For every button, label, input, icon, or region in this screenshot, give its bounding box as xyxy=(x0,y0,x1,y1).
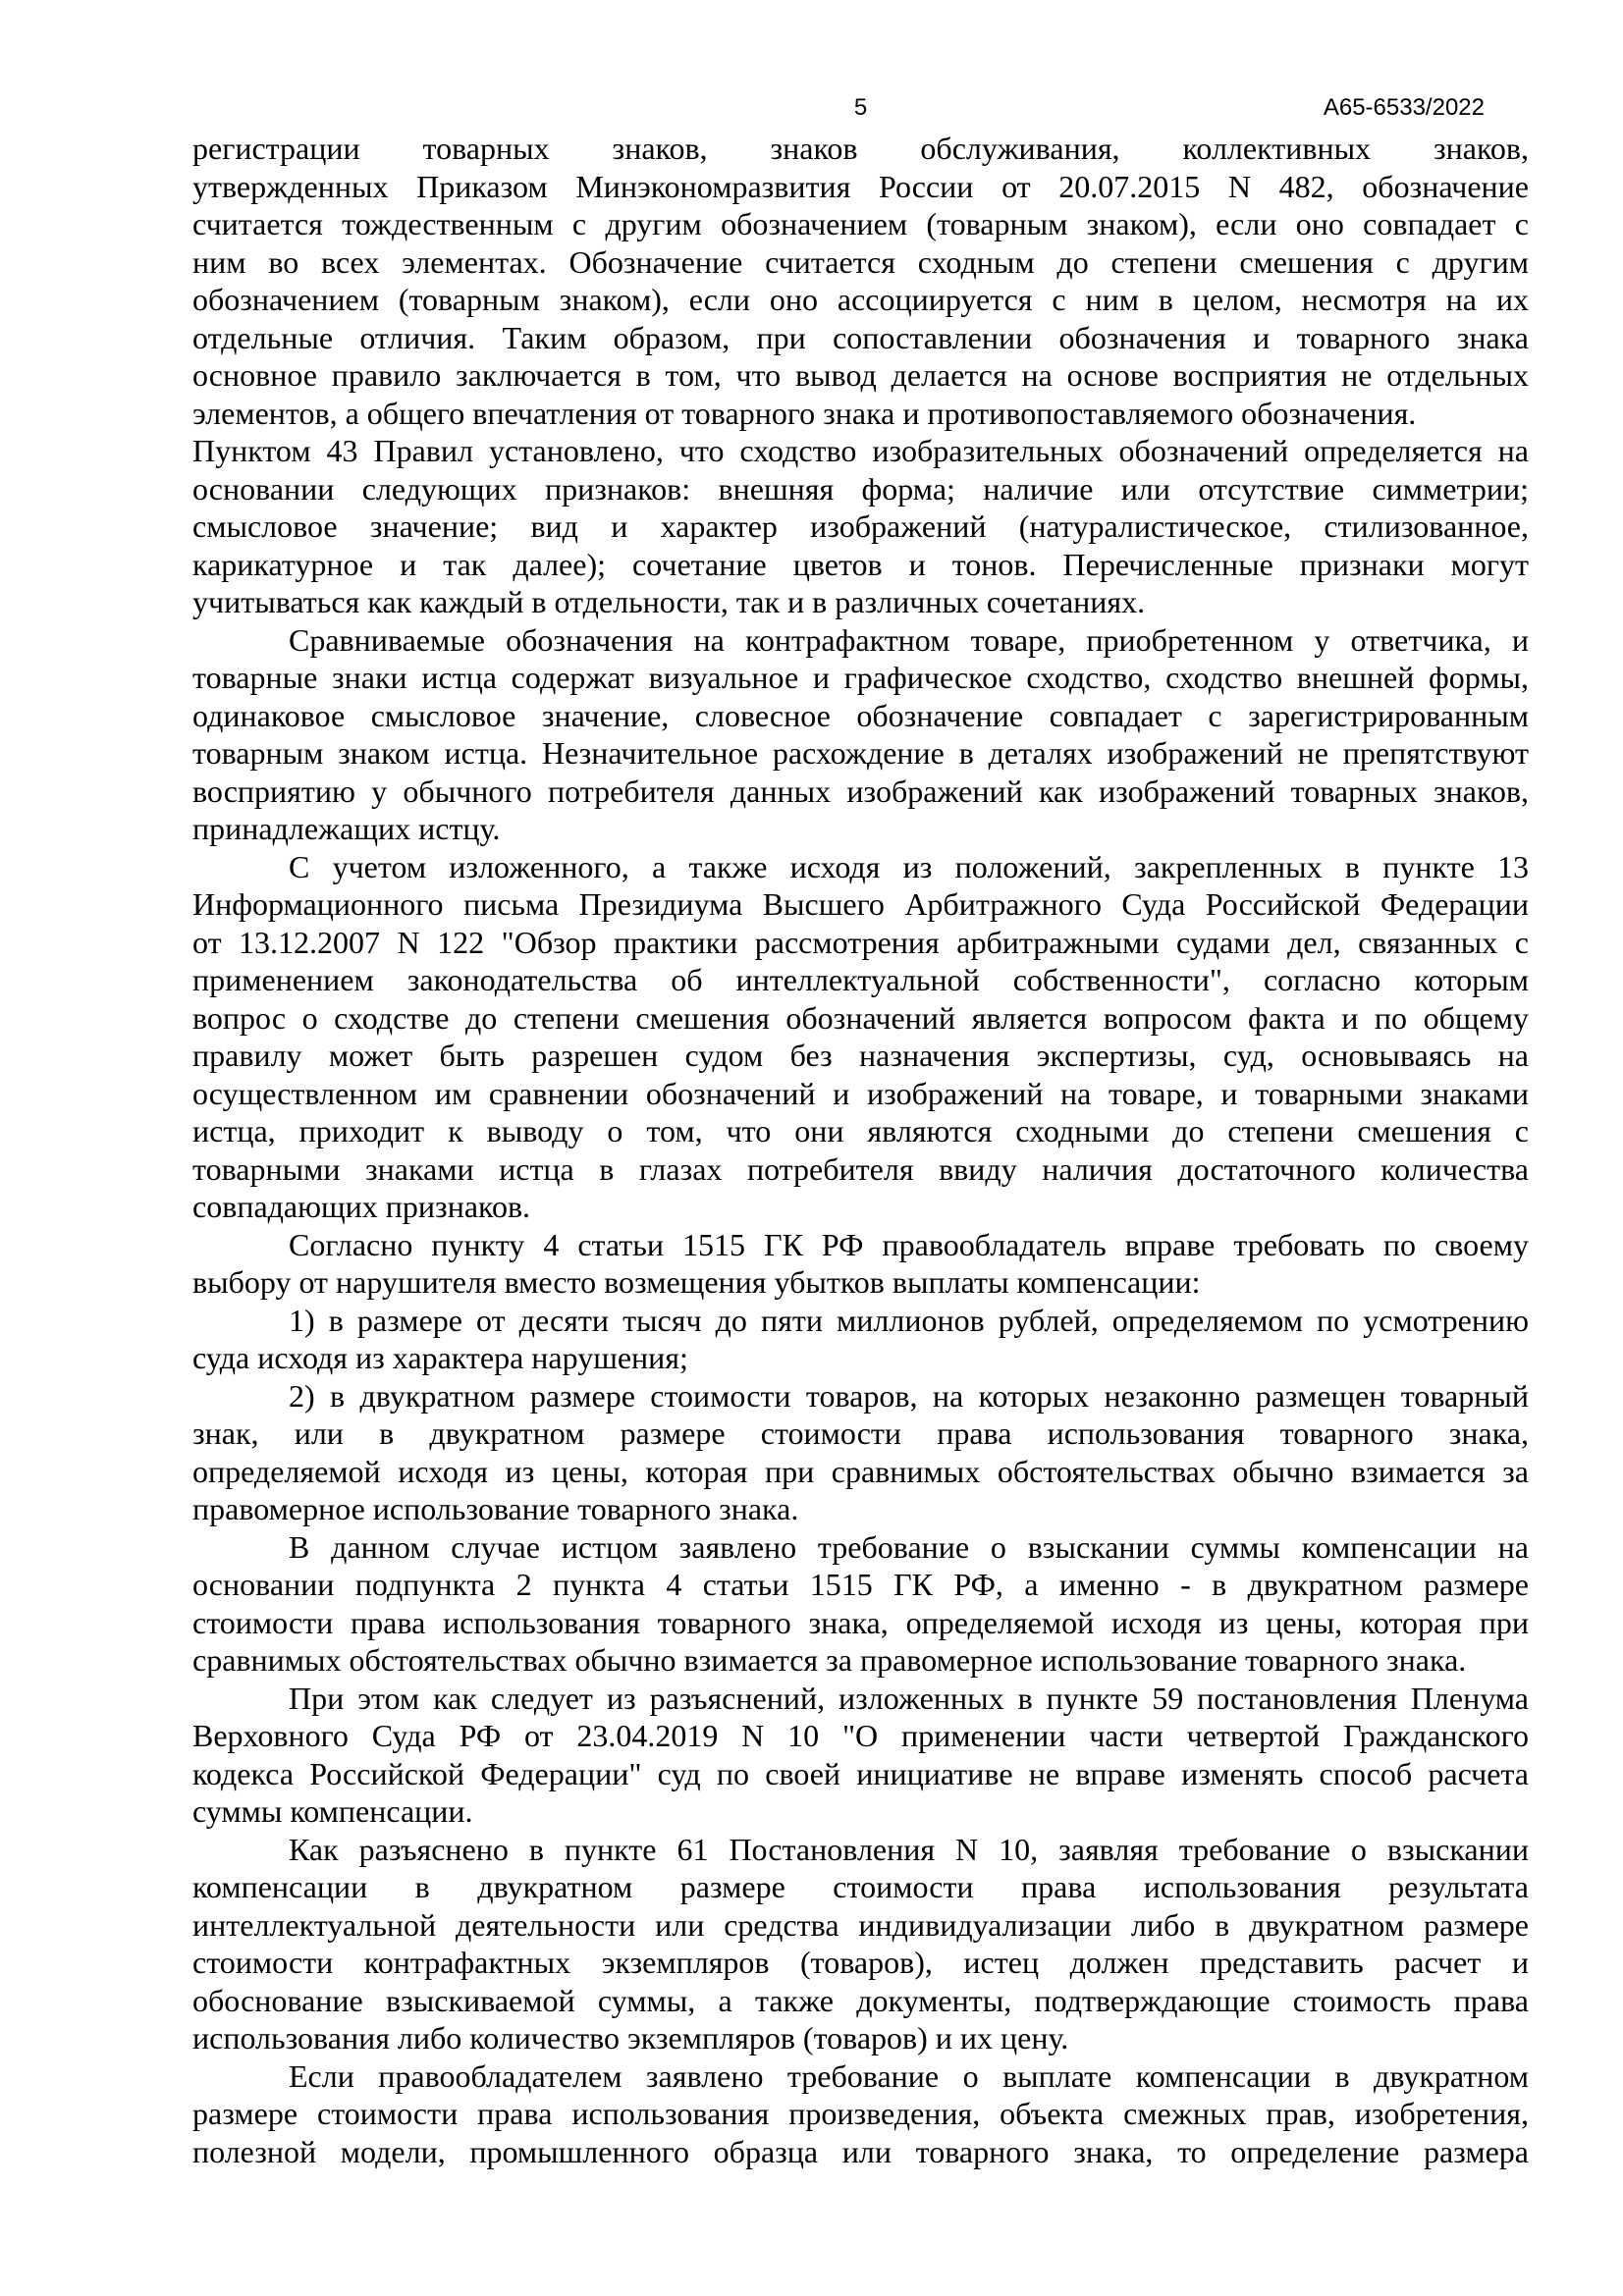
text-line: принадлежащих истцу. xyxy=(192,811,501,846)
text-line: стоимости контрафактных экземпляров (товаров), истец должен представить расчет и xyxy=(192,1945,1529,1980)
text-line: С учетом изложенного, а также исходя из положений, закрепленных в пункте 13 xyxy=(289,848,1529,884)
paragraph xyxy=(192,432,1529,621)
text-line: восприятию у обычного потребителя данных изображений как изображений товарных знаков, xyxy=(192,773,1529,809)
paragraph xyxy=(192,621,1529,848)
text-line: В данном случае истцом заявлено требование о взыскании суммы компенсации на xyxy=(289,1528,1529,1565)
text-line: совпадающих признаков. xyxy=(192,1189,531,1224)
paragraph xyxy=(192,1226,1529,1302)
case-number: А65-6533/2022 xyxy=(1323,94,1485,121)
text-line: утвержденных Приказом Минэкономразвития России от 20.07.2015 N 482, обозначение xyxy=(192,168,1529,204)
paragraph xyxy=(192,130,1529,432)
text-line: основании следующих признаков: внешняя форма; наличие или отсутствие симметрии; xyxy=(192,470,1529,507)
paragraph xyxy=(192,1377,1529,1528)
text-line: выбору от нарушителя вместо возмещения убытков выплаты компенсации: xyxy=(192,1264,1201,1300)
text-line: правилу может быть разрешен судом без назначения экспертизы, суд, основываясь на xyxy=(192,1038,1529,1073)
text-line: товарным знаком истца. Незначительное расхождение в деталях изображений не препятствуют xyxy=(192,735,1529,771)
text-line: карикатурное и так далее); сочетание цветов и тонов. Перечисленные признаки могут xyxy=(192,546,1529,582)
paragraph xyxy=(192,1831,1529,2057)
text-line: товарные знаки истца содержат визуальное и графическое сходство, сходство внешней формы, xyxy=(192,660,1529,695)
text-line: основании подпункта 2 пункта 4 статьи 1515 ГК РФ, а именно - в двукратном размере xyxy=(192,1567,1529,1602)
text-line: ним во всех элементах. Обозначение считается сходным до степени смешения с другим xyxy=(192,243,1529,280)
text-line: Если правообладателем заявлено требование о выплате компенсации в двукратном xyxy=(289,2057,1529,2094)
text-line: одинаковое смысловое значение, словесное обозначение совпадает с зарегистрированным xyxy=(192,697,1529,733)
text-line: основное правило заключается в том, что вывод делается на основе восприятия не отдельных xyxy=(192,357,1529,393)
paragraph xyxy=(192,1528,1529,1680)
paragraph xyxy=(192,1680,1529,1831)
text-line: Пунктом 43 Правил установлено, что сходство изобразительных обозначений определяется на xyxy=(192,433,1529,468)
text-line: знак, или в двукратном размере стоимости права использования товарного знака, xyxy=(192,1415,1529,1451)
paragraph xyxy=(192,1302,1529,1377)
text-line: истца, приходит к выводу о том, что они являются сходными до степени смешения с xyxy=(192,1113,1529,1148)
text-line: Сравниваемые обозначения на контрафактном товаре, приобретенном у ответчика, и xyxy=(289,621,1529,658)
paragraph xyxy=(192,848,1529,1226)
text-line: правомерное использование товарного знака. xyxy=(192,1491,799,1526)
text-line: регистрации товарных знаков, знаков обслуживания, коллективных знаков, xyxy=(192,131,1529,166)
text-line: от 13.12.2007 N 122 "Обзор практики рассмотрения арбитражными судами дел, связанных с xyxy=(192,924,1529,960)
text-line: сравнимых обстоятельствах обычно взимается за правомерное использование товарного знака. xyxy=(192,1642,1467,1678)
text-line: определяемой исходя из цены, которая при сравнимых обстоятельствах обычно взимается за xyxy=(192,1453,1529,1489)
text-line: Информационного письма Президиума Высшего Арбитражного Суда Российской Федерации xyxy=(192,886,1529,922)
text-line: суда исходя из характера нарушения; xyxy=(192,1340,688,1375)
text-line: считается тождественным с другим обозначением (товарным знаком), если оно совпадает с xyxy=(192,206,1529,241)
text-line: Как разъяснено в пункте 61 Постановления N 10, заявляя требование о взыскании xyxy=(289,1831,1529,1867)
text-line: обозначением (товарным знаком), если оно ассоциируется с ним в целом, несмотря на их xyxy=(192,282,1529,317)
text-line: учитываться как каждый в отдельности, так и в различных сочетаниях. xyxy=(192,584,1146,619)
text-line: отдельные отличия. Таким образом, при сопоставлении обозначения и товарного знака xyxy=(192,319,1529,355)
text-line: использования либо количество экземпляров (товаров) и их цену. xyxy=(192,2020,1069,2056)
text-line: При этом как следует из разъяснений, изложенных в пункте 59 постановления Пленума xyxy=(289,1680,1529,1716)
text-line: стоимости права использования товарного знака, определяемой исходя из цены, которая при xyxy=(192,1604,1529,1640)
text-line: товарными знаками истца в глазах потребителя ввиду наличия достаточного количества xyxy=(192,1150,1529,1187)
text-line: компенсации в двукратном размере стоимости права использования результата xyxy=(192,1869,1529,1904)
text-line: интеллектуальной деятельности или средства индивидуализации либо в двукратном размере xyxy=(192,1906,1529,1943)
text-line: кодекса Российской Федерации" суд по своей инициативе не вправе изменять способ расчета xyxy=(192,1755,1529,1791)
page-header xyxy=(192,95,1529,125)
paragraph xyxy=(192,2057,1529,2171)
text-line: 2) в двукратном размере стоимости товаров, на которых незаконно размещен товарный xyxy=(289,1377,1529,1414)
text-line: элементов, а общего впечатления от товарного знака и противопоставляемого обозначения. xyxy=(192,395,1417,431)
text-line: размере стоимости права использования произведения, объекта смежных прав, изобретения, xyxy=(192,2096,1529,2131)
text-line: вопрос о сходстве до степени смешения обозначений является вопросом факта и по общему xyxy=(192,999,1529,1036)
text-line: Верховного Суда РФ от 23.04.2019 N 10 "О применении части четвертой Гражданского xyxy=(192,1718,1529,1753)
text-line: применением законодательства об интеллектуальной собственности", согласно которым xyxy=(192,962,1529,997)
document-body xyxy=(192,130,1529,2170)
text-line: смысловое значение; вид и характер изображений (натуралистическое, стилизованное, xyxy=(192,508,1529,544)
text-line: осуществленном им сравнении обозначений и изображений на товаре, и товарными знаками xyxy=(192,1075,1529,1111)
text-line: 1) в размере от десяти тысяч до пяти миллионов рублей, определяемом по усмотрению xyxy=(289,1302,1529,1338)
page-number: 5 xyxy=(853,94,868,121)
text-line: суммы компенсации. xyxy=(192,1793,473,1829)
text-line: обоснование взыскиваемой суммы, а также документы, подтверждающие стоимость права xyxy=(192,1982,1529,2018)
text-line: полезной модели, промышленного образца или товарного знака, то определение размера xyxy=(192,2133,1529,2169)
text-line: Согласно пункту 4 статьи 1515 ГК РФ правообладатель вправе требовать по своему xyxy=(289,1226,1529,1262)
